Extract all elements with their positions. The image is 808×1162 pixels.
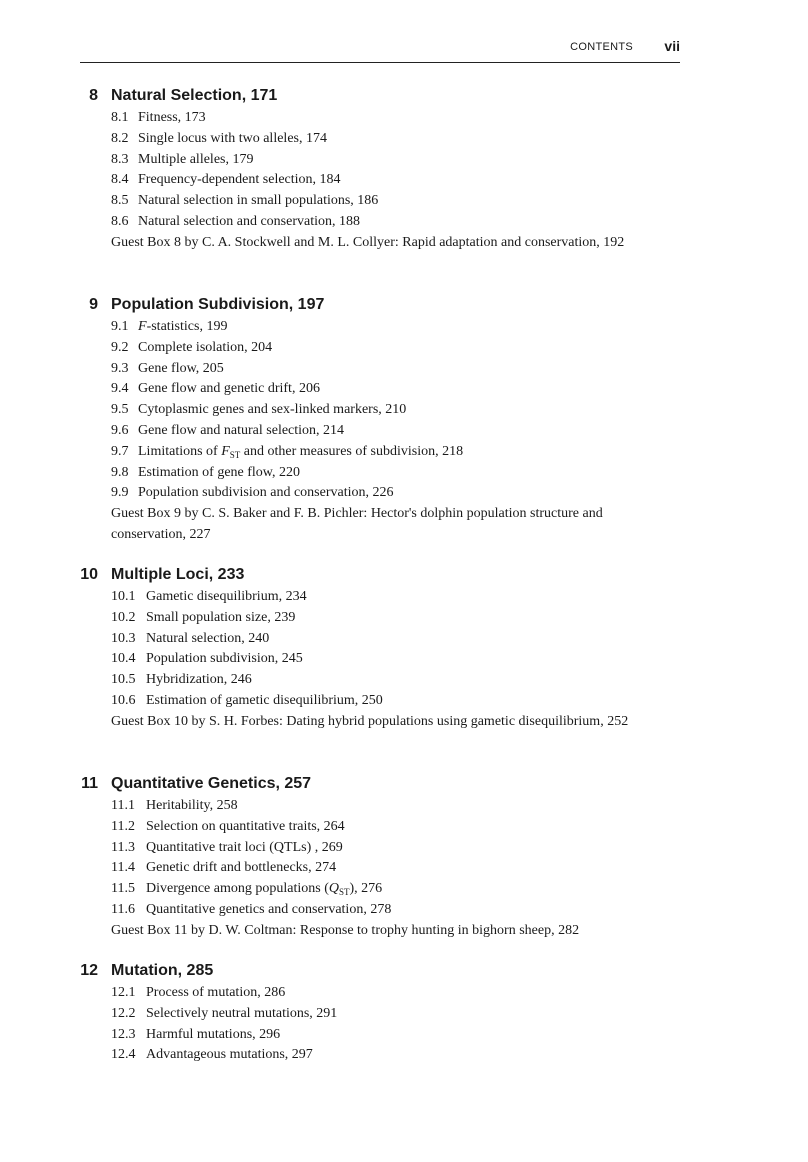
section-number: 10.5 bbox=[111, 672, 136, 688]
italic-symbol: F bbox=[138, 319, 147, 334]
section-title: Advantageous mutations, 297 bbox=[146, 1047, 313, 1063]
toc-entry[interactable] bbox=[111, 129, 681, 150]
section-number: 10.3 bbox=[111, 630, 136, 646]
section-number: 10.4 bbox=[111, 651, 136, 667]
section-list bbox=[111, 587, 681, 733]
toc-entry[interactable] bbox=[111, 587, 681, 608]
section-title: Natural selection in small populations, 186 bbox=[138, 193, 379, 209]
toc-entry[interactable] bbox=[111, 796, 681, 817]
header-page-number: vii bbox=[664, 38, 680, 54]
guest-box-entry[interactable]: Guest Box 8 by C. A. Stockwell and M. L. Collyer: Rapid adaptation and conservation, 192 bbox=[111, 234, 625, 250]
toc-entry[interactable] bbox=[111, 338, 681, 359]
toc-entry[interactable] bbox=[111, 379, 681, 400]
section-number: 9.6 bbox=[111, 422, 129, 438]
section-number: 8.6 bbox=[111, 213, 129, 229]
section-list bbox=[111, 983, 681, 1066]
section-title: Hybridization, 246 bbox=[146, 672, 252, 688]
section-number: 9.3 bbox=[111, 360, 129, 376]
guest-box-entry[interactable]: Guest Box 10 by S. H. Forbes: Dating hybrid populations using gametic disequilibrium, 252 bbox=[111, 713, 629, 729]
toc-entry[interactable] bbox=[111, 838, 681, 859]
section-number: 10.2 bbox=[111, 609, 136, 625]
section-number: 9.7 bbox=[111, 443, 129, 459]
toc-entry[interactable] bbox=[111, 442, 681, 463]
chapter-heading[interactable] bbox=[0, 962, 808, 982]
section-title: Population subdivision and conservation, 226 bbox=[138, 485, 394, 501]
guest-box-entry[interactable]: Guest Box 11 by D. W. Coltman: Response to trophy hunting in bighorn sheep, 282 bbox=[111, 922, 580, 938]
section-number: 12.2 bbox=[111, 1005, 136, 1021]
section-title: Process of mutation, 286 bbox=[146, 985, 286, 1000]
toc-entry[interactable] bbox=[111, 983, 681, 1004]
section-title: Estimation of gametic disequilibrium, 250 bbox=[146, 692, 383, 708]
toc-entry[interactable] bbox=[111, 1025, 681, 1046]
toc-entry[interactable] bbox=[111, 421, 681, 442]
section-title: Cytoplasmic genes and sex-linked markers, 210 bbox=[138, 402, 407, 418]
section-title: Gene flow, 205 bbox=[138, 360, 224, 376]
section-title: Gametic disequilibrium, 234 bbox=[146, 589, 307, 604]
section-title: Selection on quantitative traits, 264 bbox=[146, 818, 345, 834]
section-number: 8.2 bbox=[111, 130, 129, 146]
toc-entry[interactable] bbox=[111, 212, 681, 233]
toc-entry[interactable] bbox=[111, 317, 681, 338]
header-label: CONTENTS bbox=[570, 41, 633, 53]
section-title: Quantitative genetics and conservation, 278 bbox=[146, 901, 392, 917]
section-number: 8.1 bbox=[111, 110, 129, 125]
section-number: 11.4 bbox=[111, 860, 135, 876]
italic-symbol: F bbox=[221, 443, 230, 459]
chapter-title: Mutation, 285 bbox=[111, 962, 214, 979]
section-number: 9.8 bbox=[111, 464, 129, 480]
section-list bbox=[111, 317, 681, 546]
toc-entry[interactable] bbox=[111, 483, 681, 504]
section-number: 11.2 bbox=[111, 818, 135, 834]
section-title: and other measures of subdivision, 218 bbox=[240, 443, 464, 459]
italic-symbol: Q bbox=[328, 881, 339, 897]
section-title: Fitness, 173 bbox=[138, 110, 206, 125]
toc-entry[interactable] bbox=[111, 359, 681, 380]
chapter-title: Multiple Loci, 233 bbox=[111, 566, 245, 583]
section-title: Gene flow and genetic drift, 206 bbox=[138, 381, 320, 397]
toc-entry[interactable] bbox=[111, 858, 681, 879]
toc-entry[interactable] bbox=[111, 463, 681, 484]
chapter-heading[interactable] bbox=[0, 296, 808, 316]
chapter-heading[interactable] bbox=[0, 566, 808, 586]
chapter-heading[interactable] bbox=[0, 775, 808, 795]
section-number: 9.2 bbox=[111, 339, 129, 355]
section-number: 12.3 bbox=[111, 1026, 136, 1042]
section-number: 12.4 bbox=[111, 1047, 136, 1063]
section-number: 8.5 bbox=[111, 193, 129, 209]
toc-entry[interactable] bbox=[111, 817, 681, 838]
section-title: ), 276 bbox=[349, 881, 383, 897]
chapter-number: 10 bbox=[80, 566, 98, 583]
section-list bbox=[111, 796, 681, 942]
section-title: Small population size, 239 bbox=[146, 609, 296, 625]
section-title: Natural selection and conservation, 188 bbox=[138, 213, 360, 229]
subscript: ST bbox=[339, 887, 350, 898]
section-title: Gene flow and natural selection, 214 bbox=[138, 422, 345, 438]
chapter-title: Population Subdivision, 197 bbox=[111, 296, 325, 313]
section-number: 9.9 bbox=[111, 485, 129, 501]
toc-entry[interactable] bbox=[111, 150, 681, 171]
section-number: 11.3 bbox=[111, 839, 135, 855]
toc-entry[interactable] bbox=[111, 1004, 681, 1025]
section-title-prefix: Divergence among populations ( bbox=[146, 881, 329, 897]
chapter-title: Quantitative Genetics, 257 bbox=[111, 775, 312, 792]
toc-entry[interactable] bbox=[111, 900, 681, 921]
toc-entry[interactable] bbox=[111, 608, 681, 629]
section-list bbox=[111, 108, 681, 254]
section-number: 8.4 bbox=[111, 172, 129, 188]
section-number: 9.1 bbox=[111, 319, 129, 334]
section-title: Harmful mutations, 296 bbox=[146, 1026, 281, 1042]
guest-box-entry[interactable]: Guest Box 9 by C. S. Baker and F. B. Pichler: Hector's dolphin population structure and conservation, 227 bbox=[111, 506, 603, 542]
section-title-prefix: Limitations of bbox=[138, 443, 222, 459]
section-title: Estimation of gene flow, 220 bbox=[138, 464, 301, 480]
running-header bbox=[80, 38, 680, 63]
toc-entry[interactable] bbox=[111, 649, 681, 670]
section-title: Selectively neutral mutations, 291 bbox=[146, 1005, 338, 1021]
section-title: Population subdivision, 245 bbox=[146, 651, 303, 667]
section-number: 10.6 bbox=[111, 692, 136, 708]
section-number: 12.1 bbox=[111, 985, 136, 1000]
toc-entry[interactable] bbox=[111, 400, 681, 421]
section-title: Frequency-dependent selection, 184 bbox=[138, 172, 341, 188]
chapter-number: 9 bbox=[89, 296, 98, 313]
section-number: 11.6 bbox=[111, 901, 135, 917]
section-title: Complete isolation, 204 bbox=[138, 339, 273, 355]
chapter-number: 11 bbox=[81, 775, 98, 792]
subscript: ST bbox=[229, 449, 241, 460]
section-number: 11.5 bbox=[111, 881, 135, 897]
section-title: Multiple alleles, 179 bbox=[138, 151, 254, 167]
chapter-heading[interactable] bbox=[0, 87, 808, 107]
toc-entry[interactable] bbox=[111, 108, 681, 129]
toc-entry[interactable] bbox=[111, 691, 681, 712]
chapter-title: Natural Selection, 171 bbox=[111, 87, 278, 104]
section-number: 8.3 bbox=[111, 151, 129, 167]
section-number: 11.1 bbox=[111, 798, 135, 813]
section-title: Single locus with two alleles, 174 bbox=[138, 130, 327, 146]
toc-entry[interactable] bbox=[111, 1045, 681, 1066]
section-title: Natural selection, 240 bbox=[146, 630, 270, 646]
toc-entry[interactable] bbox=[111, 170, 681, 191]
toc-entry[interactable] bbox=[111, 191, 681, 212]
section-title: Quantitative trait loci (QTLs) , 269 bbox=[146, 839, 343, 855]
section-number: 9.5 bbox=[111, 402, 129, 418]
section-title: Heritability, 258 bbox=[146, 798, 238, 813]
toc-entry[interactable] bbox=[111, 670, 681, 691]
chapter-number: 8 bbox=[89, 87, 98, 104]
section-number: 9.4 bbox=[111, 381, 129, 397]
section-title: Genetic drift and bottlenecks, 274 bbox=[146, 860, 337, 876]
section-number: 10.1 bbox=[111, 589, 136, 604]
toc-entry[interactable] bbox=[111, 879, 681, 900]
chapter-number: 12 bbox=[80, 962, 98, 979]
toc-entry[interactable] bbox=[111, 629, 681, 650]
section-title: -statistics, 199 bbox=[146, 319, 228, 334]
